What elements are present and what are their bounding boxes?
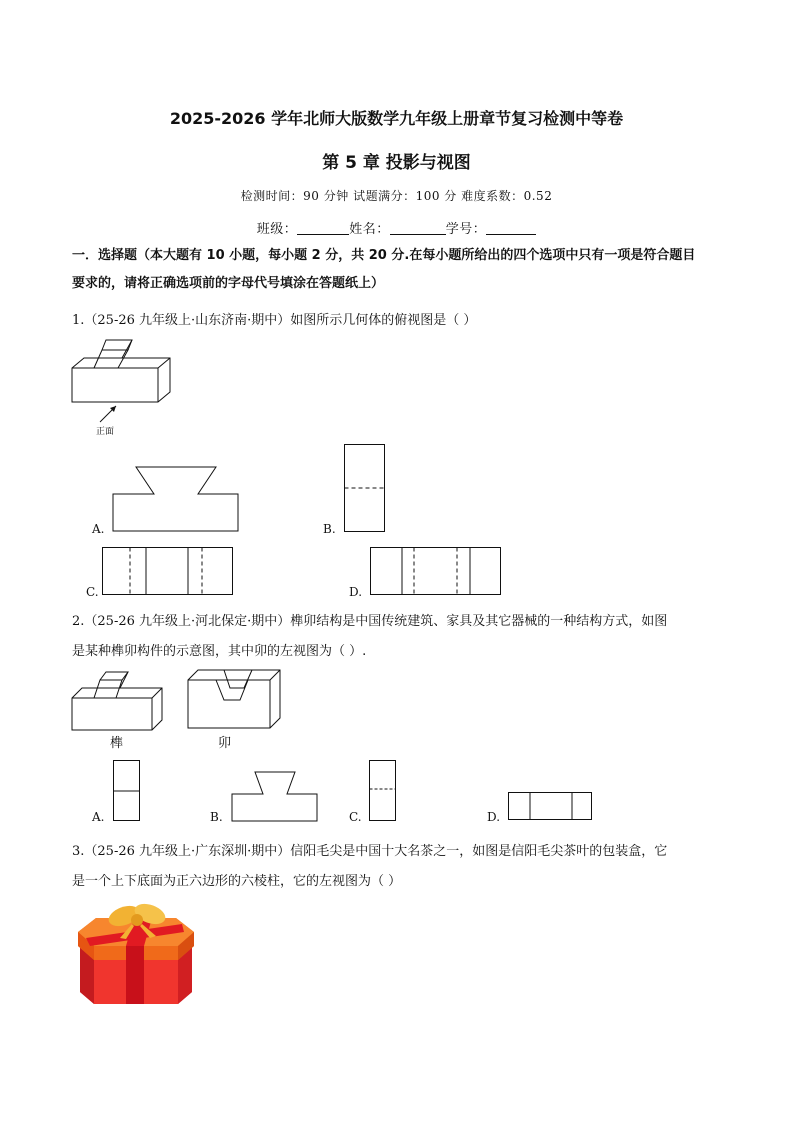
question-2-line2: 是某种榫卯构件的示意图，其中卯的左视图为（ ）. (72, 644, 367, 659)
q2-option-d-label[interactable]: D. (487, 810, 501, 824)
q2-tenon-figure (70, 670, 165, 732)
name-label: 姓名： (349, 222, 390, 237)
q1-option-a-figure[interactable] (112, 466, 240, 534)
q1-option-d-label[interactable]: D. (349, 585, 363, 599)
section-heading-line1: 一．选择题（本大题有 10 小题，每小题 2 分，共 20 分.在每小题所给出的四个选项中只有一项是符合题目 (72, 248, 696, 263)
q1-solid-figure (70, 338, 180, 408)
section-heading-line2: 要求的，请将正确选项前的字母代号填涂在答题纸上） (72, 276, 385, 291)
q1-option-d-figure[interactable] (370, 547, 502, 597)
q2-option-c-label[interactable]: C. (349, 810, 362, 824)
student-info-line (0, 218, 793, 237)
class-blank[interactable] (297, 220, 349, 235)
question-3-line1: 3.（25-26 九年级上·广东深圳·期中）信阳毛尖是中国十大名茶之一，如图是信阳毛尖茶叶的包装盒，它 (72, 844, 668, 859)
id-label: 学号： (445, 222, 487, 237)
q2-tenon-label: 榫 (110, 736, 124, 751)
q1-option-c-figure[interactable] (102, 547, 234, 597)
question-3-text (72, 842, 732, 892)
q1-view-arrow (92, 402, 122, 426)
exam-info: 检测时间：90 分钟 试题满分：100 分 难度系数：0.52 (240, 189, 553, 203)
q2-option-a-figure[interactable] (113, 760, 141, 822)
q1-option-c-label[interactable]: C. (86, 585, 99, 599)
question-2-text (72, 612, 732, 662)
q1-solid-outline (72, 358, 170, 402)
question-2-line1: 2.（25-26 九年级上·河北保定·期中）榫卯结构是中国传统建筑、家具及其它器械的一种结构方式，如图 (72, 614, 668, 629)
q2-option-b-label[interactable]: B. (210, 810, 223, 824)
question-1-text: 1.（25-26 九年级上·山东济南·期中）如图所示几何体的俯视图是（ ） (72, 313, 477, 328)
q1-option-b-figure[interactable] (344, 444, 386, 534)
question-3-line2: 是一个上下底面为正六边形的六棱柱，它的左视图为（ ） (72, 874, 402, 889)
class-label: 班级： (256, 222, 298, 237)
q2-option-d-figure[interactable] (508, 792, 594, 822)
q2-option-c-figure[interactable] (369, 760, 397, 822)
q2-option-b-figure[interactable] (231, 771, 319, 823)
q2-mortise-figure (186, 668, 284, 732)
id-blank[interactable] (486, 220, 536, 235)
chapter-title: 第 5 章 投影与视图 (322, 153, 471, 173)
q1-direction-label: 正面 (96, 427, 115, 437)
name-blank[interactable] (390, 220, 446, 235)
q1-option-a-label[interactable]: A. (92, 522, 105, 536)
q2-mortise-label: 卯 (218, 736, 232, 751)
q1-option-b-label[interactable]: B. (323, 522, 336, 536)
document-title: 2025-2026 学年北师大版数学九年级上册章节复习检测中等卷 (169, 109, 624, 128)
section-heading (72, 242, 732, 298)
q3-gift-box-image (74, 902, 198, 1010)
q2-option-a-label[interactable]: A. (92, 810, 105, 824)
